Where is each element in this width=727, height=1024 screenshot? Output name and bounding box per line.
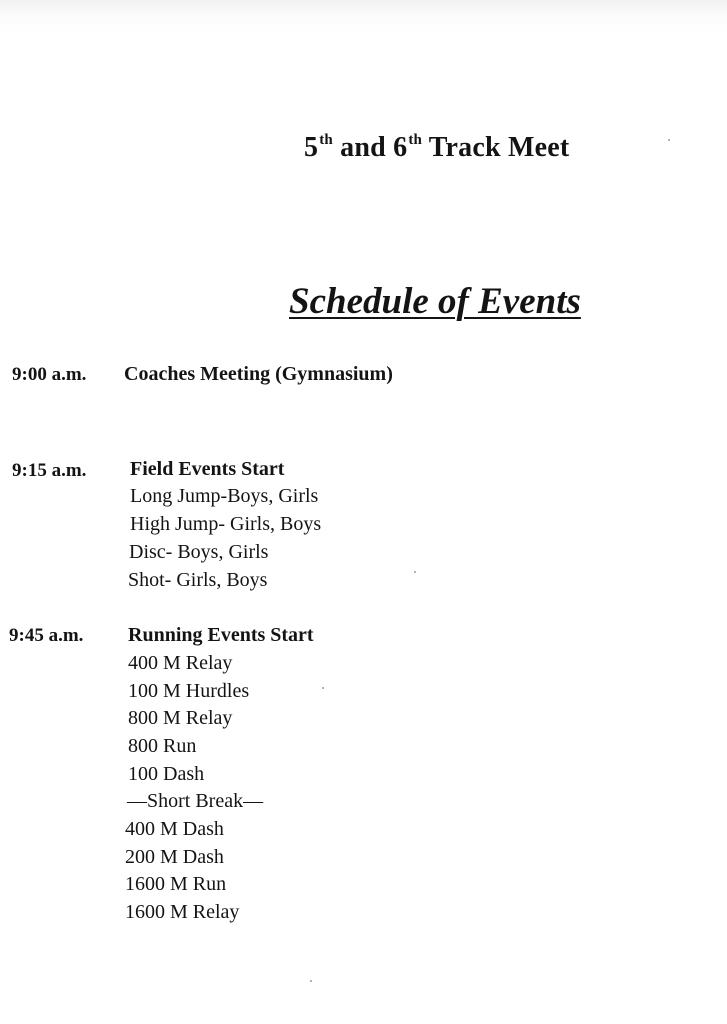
- page-title: [304, 132, 569, 164]
- field-event-item: Long Jump-Boys, Girls: [130, 485, 319, 507]
- running-event-item: 100 Dash: [128, 763, 205, 785]
- event-heading-field-events: Field Events Start: [130, 458, 285, 480]
- scan-speck: [310, 980, 312, 982]
- schedule-heading: Schedule of Events: [289, 281, 581, 322]
- title-grade-five-suffix: th: [319, 132, 333, 148]
- field-event-item: Disc- Boys, Girls: [129, 541, 269, 563]
- title-grade-six-suffix: th: [408, 132, 423, 148]
- event-heading-coaches-meeting: Coaches Meeting (Gymnasium): [124, 363, 393, 385]
- running-event-item: 400 M Dash: [125, 818, 224, 840]
- time-field-events: 9:15 a.m.: [12, 460, 87, 481]
- short-break-item: —Short Break—: [127, 790, 264, 812]
- title-grade-six: 6: [393, 132, 408, 163]
- title-grade-five: 5: [304, 132, 319, 163]
- scan-speck: [322, 687, 324, 689]
- running-event-item: 800 M Relay: [128, 707, 233, 729]
- time-coaches-meeting: 9:00 a.m.: [12, 364, 87, 385]
- running-event-item: 1600 M Run: [125, 873, 227, 895]
- scan-speck: [414, 571, 416, 573]
- running-event-item: 1600 M Relay: [125, 901, 240, 923]
- running-event-item: 200 M Dash: [125, 846, 224, 868]
- time-running-events: 9:45 a.m.: [9, 625, 84, 646]
- scan-speck: [668, 139, 670, 141]
- title-conjunction: and: [332, 132, 394, 163]
- event-heading-running-events: Running Events Start: [128, 624, 314, 646]
- running-event-item: 400 M Relay: [128, 652, 233, 674]
- running-event-item: 800 Run: [128, 735, 197, 757]
- field-event-item: Shot- Girls, Boys: [128, 569, 268, 591]
- field-event-item: High Jump- Girls, Boys: [130, 513, 322, 535]
- running-event-item: 100 M Hurdles: [128, 680, 250, 702]
- title-event-name: Track Meet: [422, 132, 570, 163]
